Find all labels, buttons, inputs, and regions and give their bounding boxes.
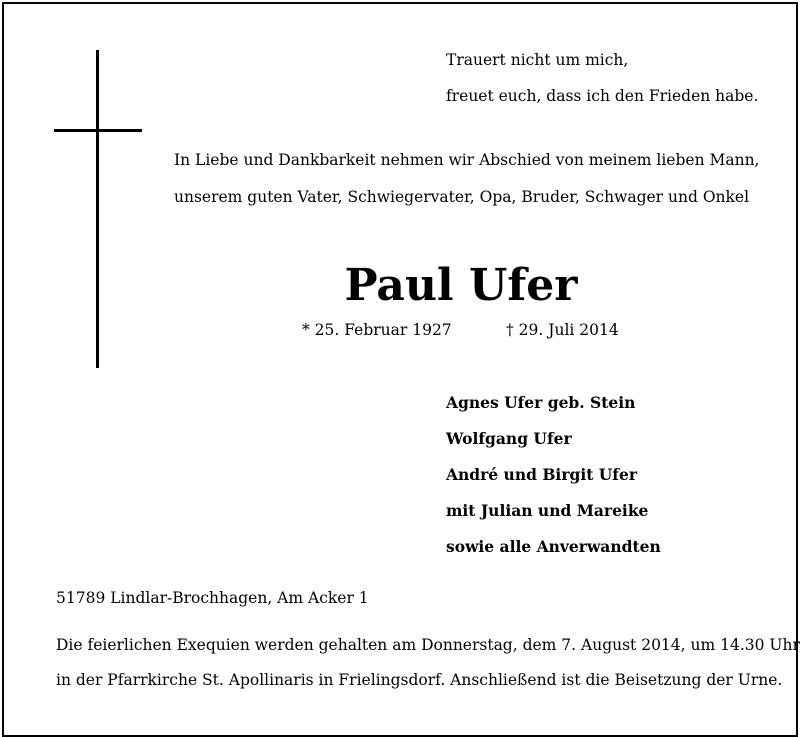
mourner-name: André und Birgit Ufer <box>446 465 637 484</box>
notice-border <box>2 2 798 737</box>
mourner-name: sowie alle Anverwandten <box>446 537 661 556</box>
cross-vertical-bar <box>96 50 99 368</box>
mourner-name: mit Julian und Mareike <box>446 501 649 520</box>
motto-line-1: Trauert nicht um mich, <box>446 51 629 69</box>
death-date: † 29. Juli 2014 <box>506 321 619 339</box>
intro-line-1: In Liebe und Dankbarkeit nehmen wir Abschied von meinem lieben Mann, <box>174 151 760 169</box>
mourner-name: Wolfgang Ufer <box>446 429 572 448</box>
funeral-info-line-2: in der Pfarrkirche St. Apollinaris in Frielingsdorf. Anschließend ist die Beisetzung der Urne. <box>56 671 783 689</box>
family-address: 51789 Lindlar-Brochhagen, Am Acker 1 <box>56 589 369 607</box>
deceased-name: Paul Ufer <box>344 260 578 311</box>
cross-horizontal-bar <box>54 129 142 132</box>
funeral-info-line-1: Die feierlichen Exequien werden gehalten am Donnerstag, dem 7. August 2014, um 14.30 Uhr <box>56 636 800 654</box>
mourner-name: Agnes Ufer geb. Stein <box>446 393 636 412</box>
intro-line-2: unserem guten Vater, Schwiegervater, Opa, Bruder, Schwager und Onkel <box>174 188 750 206</box>
motto-line-2: freuet euch, dass ich den Frieden habe. <box>446 87 759 105</box>
birth-date: * 25. Februar 1927 <box>302 321 452 339</box>
